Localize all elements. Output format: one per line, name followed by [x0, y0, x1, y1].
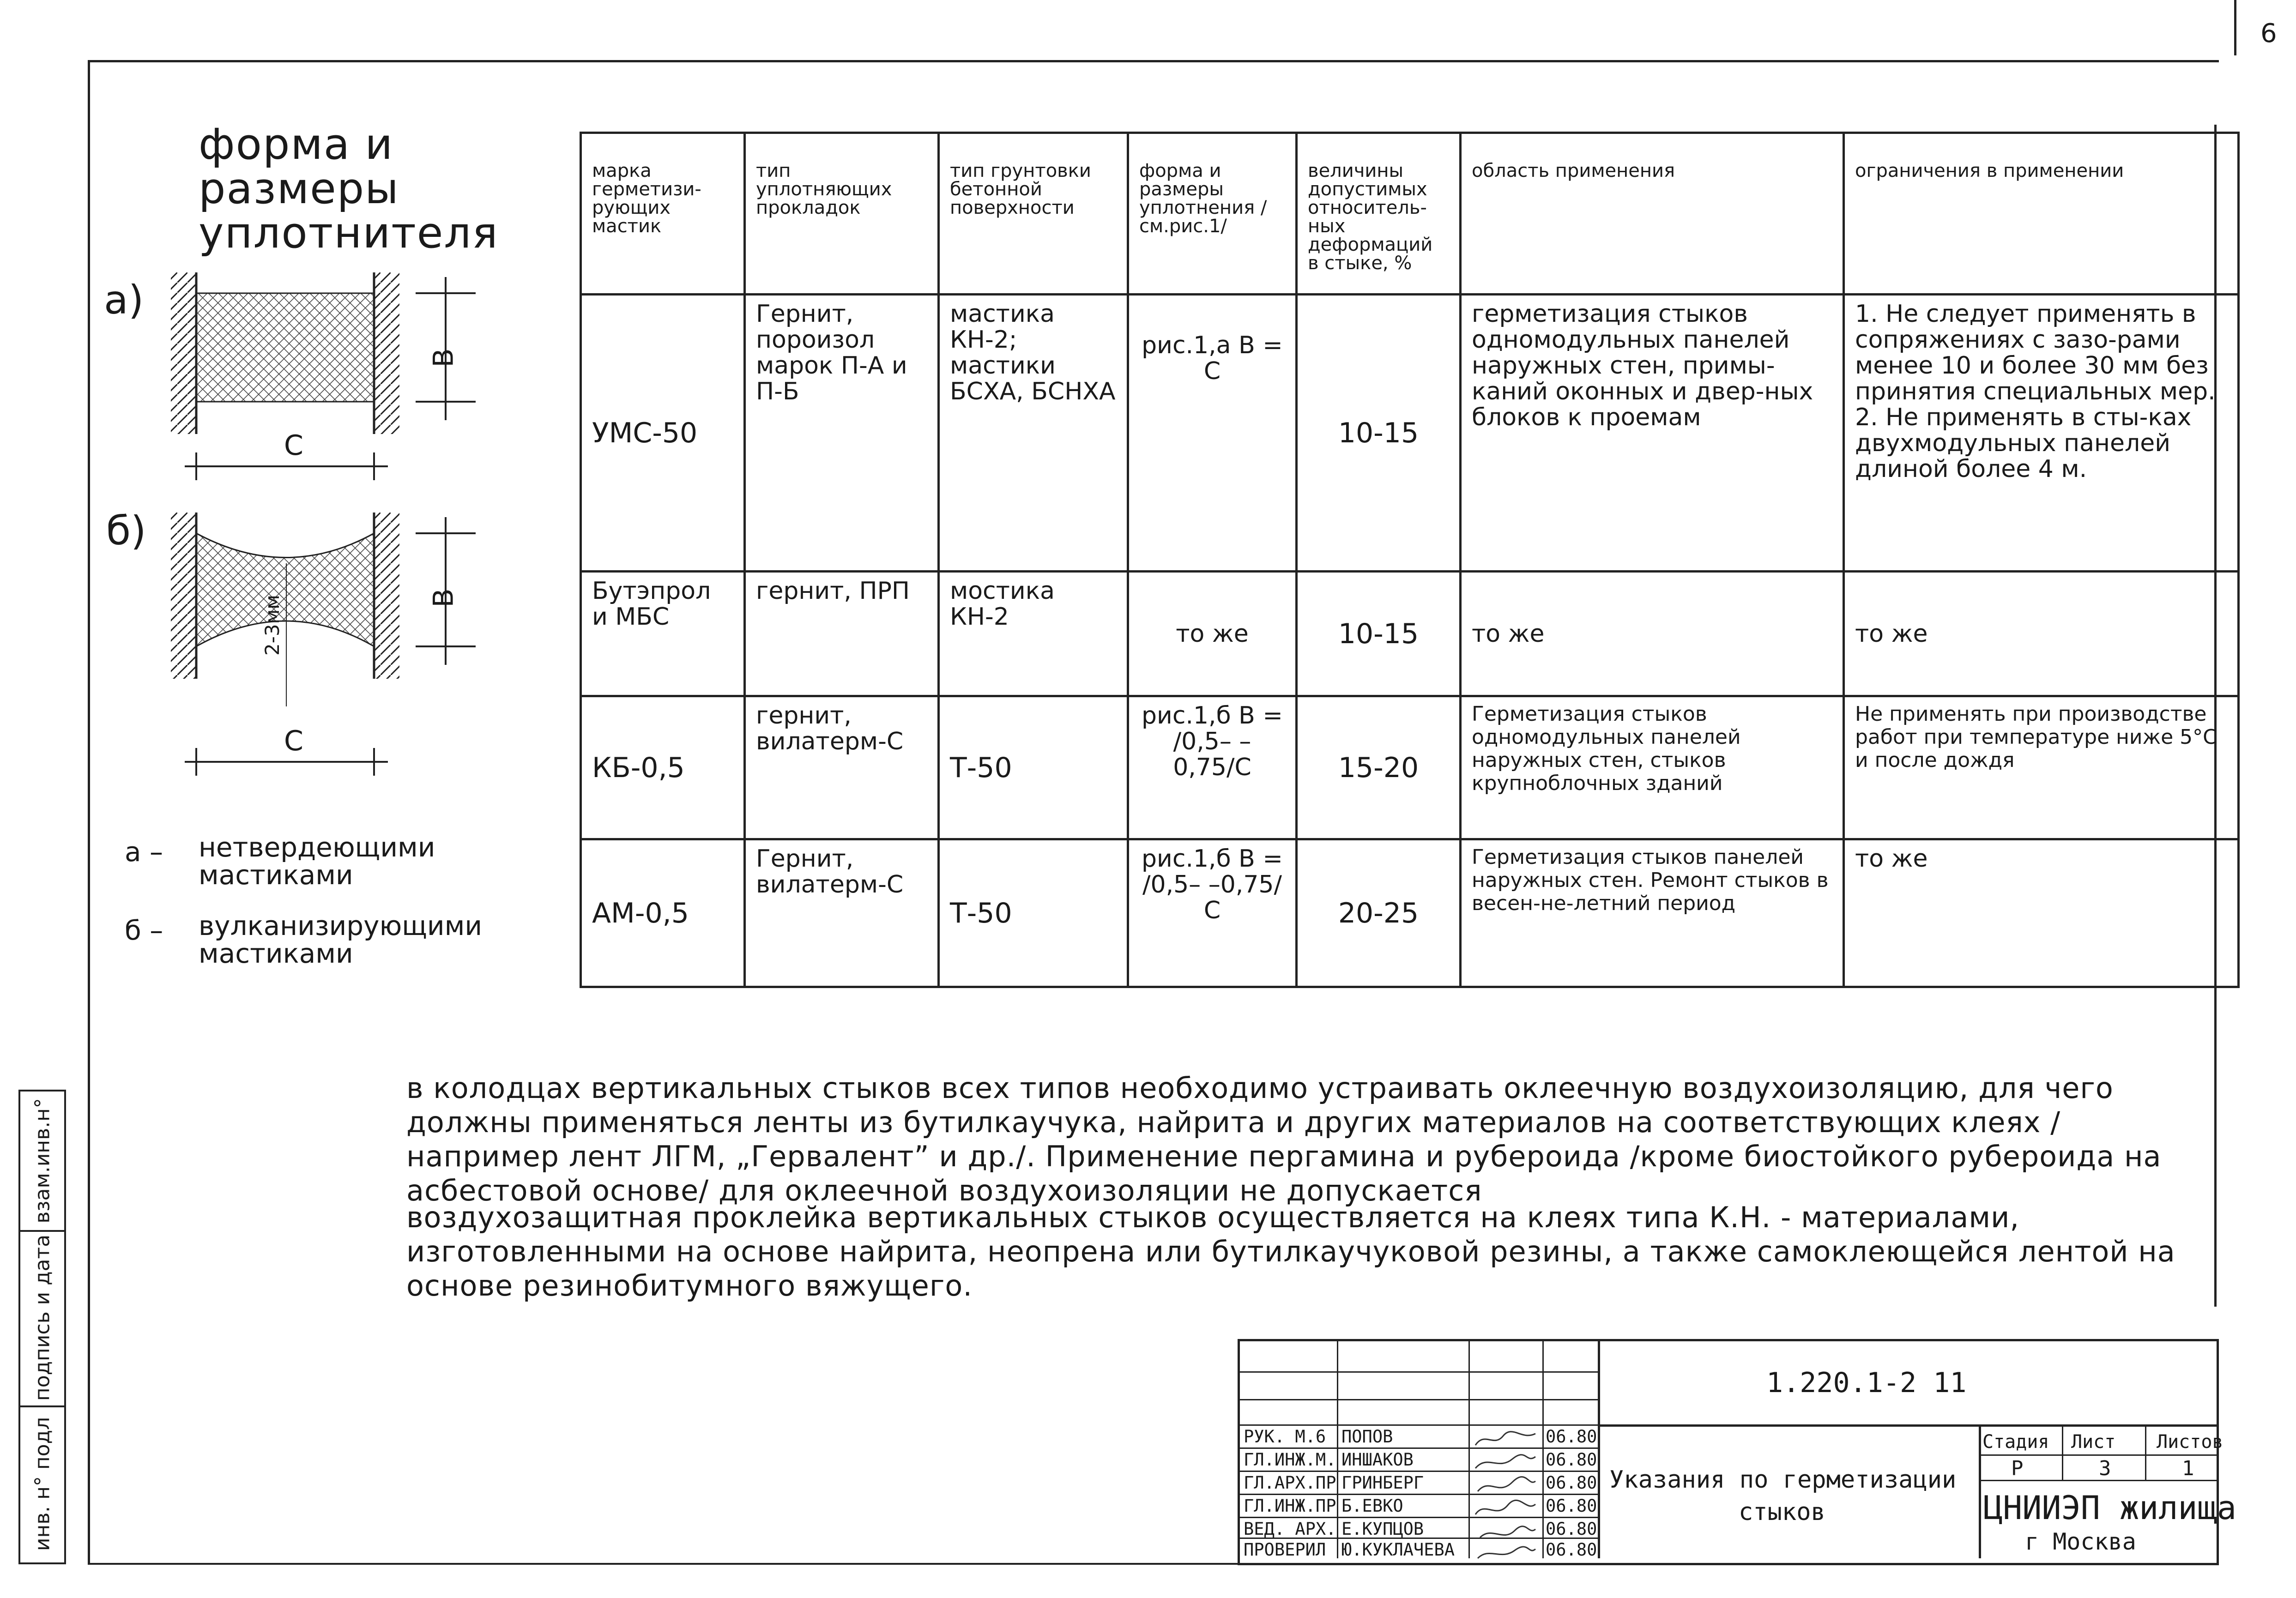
cell-mark: УМС-50 [581, 295, 745, 572]
legend-a-key: а – [125, 836, 163, 868]
figure-a-dim-c: С [284, 429, 303, 462]
cell-gasket: гернит, вилатерм-С [745, 696, 939, 839]
person-role: РУК. М.6 [1244, 1427, 1326, 1447]
doc-title-line-2: стыков [1739, 1498, 1825, 1526]
person-name: ИНШАКОВ [1341, 1450, 1414, 1470]
figure-b-drawing [157, 513, 508, 785]
legend-a-text: нетвердеющими мастиками [199, 832, 435, 891]
header-limits: ограничения в применении [1844, 133, 2239, 295]
figure-a-dim-b: В [427, 348, 460, 368]
limit-item: Не применять при производстве работ при температуре ниже 5°С и после дождя [1855, 702, 2217, 772]
stage-value: Р [2011, 1457, 2024, 1480]
cell-shape: рис.1,б В = /0,5– – 0,75/С [1128, 696, 1297, 839]
person-name: Ю.КУКЛАЧЕВА [1341, 1540, 1455, 1560]
cell-area: герметизация стыков одномодульных панелей наружных стен, примы-каний оконных и двер-ных блоков к проемам [1461, 295, 1844, 572]
cell-limits [1844, 572, 2239, 696]
sheet-number: 6 [2260, 18, 2277, 48]
cell-limits [1844, 839, 2239, 987]
sheet-label: Лист [2071, 1431, 2116, 1453]
sealant-spec-table [580, 132, 2240, 988]
limit-item: 1. Не следует применять в сопряжениях с зазо-рами менее 10 и более 30 мм без принятия специальных мер. [1855, 300, 2216, 405]
cell-mark: КБ-0,5 [581, 696, 745, 839]
cell-gasket: Гернит, пороизол марок П-А и П-Б [745, 295, 939, 572]
cell-limits [1844, 696, 2239, 839]
table-row [581, 295, 2239, 572]
organization: ЦНИИЭП жилища [1983, 1489, 2236, 1527]
table-row [581, 572, 2239, 696]
person-date: 06.80 [1546, 1473, 1597, 1493]
cell-deform: 10-15 [1297, 295, 1461, 572]
legend-b-text: вулканизирующими мастиками [199, 910, 483, 969]
figure-a-label: а) [104, 277, 144, 323]
person-name: ГРИНБЕРГ [1341, 1473, 1424, 1493]
header-gasket: тип уплотняющих прокладок [745, 133, 939, 295]
person-name: ПОПОВ [1341, 1427, 1393, 1447]
section-title-line-2: размеры [199, 164, 399, 213]
figure-b-dim-b: В [427, 588, 460, 608]
wall-right [374, 513, 399, 679]
cell-deform: 15-20 [1297, 696, 1461, 839]
side-strip-signature-date: подпись и дата [30, 1234, 54, 1401]
cell-shape: то же [1128, 572, 1297, 696]
section-title-line-3: уплотнителя [199, 208, 499, 258]
wall-left [171, 513, 196, 679]
side-strip-replace-inv: взам.инв.н° [30, 1098, 54, 1224]
table-header-row [581, 133, 2239, 295]
sheets-value: 1 [2182, 1457, 2194, 1480]
cell-mark: АМ-0,5 [581, 839, 745, 987]
cell-shape: рис.1,б В = /0,5– –0,75/С [1128, 839, 1297, 987]
figure-a-drawing [157, 272, 508, 489]
person-date: 06.80 [1546, 1540, 1597, 1560]
doc-title-line-1: Указания по герметизации [1609, 1466, 1957, 1494]
figure-b-gap: 2-3мм [261, 595, 284, 656]
figure-b-label: б) [106, 508, 146, 554]
table-row [581, 839, 2239, 987]
header-mark: марка герметизи-рующих мастик [581, 133, 745, 295]
sealant-hourglass [196, 533, 374, 646]
legend-b-key: б – [125, 915, 163, 946]
cell-primer: мостика КН-2 [939, 572, 1128, 696]
person-role: ГЛ.ИНЖ.ПР [1244, 1496, 1336, 1516]
side-strip [18, 1090, 66, 1564]
person-date: 06.80 [1546, 1450, 1597, 1470]
person-role: ГЛ.ИНЖ.М. [1244, 1450, 1336, 1470]
person-role: ВЕД. АРХ. [1244, 1519, 1336, 1539]
cell-primer: Т-50 [939, 696, 1128, 839]
section-title-line-1: форма и [199, 120, 394, 169]
header-deform: величины допустимых относитель-ных деформаций в стыке, % [1297, 133, 1461, 295]
limit-item: то же [1855, 620, 1928, 648]
cell-gasket: Гернит, вилатерм-С [745, 839, 939, 987]
wall-left [171, 272, 196, 434]
note-paragraph-1: в колодцах вертикальных стыков всех типов необходимо устраивать оклеечную воздухоизоляцию, для чего должны применяться ленты из бутилкаучука, найрита и других материалов на соответствующих клеях /например лент ЛГМ, „Гервалент” и др./. Применение пергамина и рубероида /кроме биостойкого рубероида на асбестовой основе/ для оклеечной воздухоизоляции не допускается [406, 1071, 2162, 1207]
table-row [581, 696, 2239, 839]
section-title [199, 120, 499, 258]
cell-area: то же [1461, 572, 1844, 696]
header-primer: тип грунтовки бетонной поверхности [939, 133, 1128, 295]
sheet-value: 3 [2099, 1457, 2111, 1480]
doc-code: 1.220.1-2 11 [1766, 1367, 1967, 1399]
title-block [1238, 1339, 2236, 1565]
header-area: область применения [1461, 133, 1844, 295]
stage-label: Стадия [1982, 1431, 2049, 1453]
limit-item: то же [1855, 845, 1928, 873]
city: г Москва [2025, 1528, 2136, 1555]
cell-primer: мастика КН-2; мастики БСХА, БСНХА [939, 295, 1128, 572]
cell-shape: рис.1,а В = С [1128, 295, 1297, 572]
limit-item: 2. Не применять в сты-ках двухмодульных панелей длиной более 4 м. [1855, 404, 2192, 483]
cell-deform: 10-15 [1297, 572, 1461, 696]
header-shape: форма и размеры уплотнения /см.рис.1/ [1128, 133, 1297, 295]
cell-deform: 20-25 [1297, 839, 1461, 987]
cell-mark: Бутэпрол и МБС [581, 572, 745, 696]
person-role: ПРОВЕРИЛ [1244, 1540, 1326, 1560]
cell-gasket: гернит, ПРП [745, 572, 939, 696]
cell-area: Герметизация стыков одномодульных панелей наружных стен, стыков крупноблочных зданий [1461, 696, 1844, 839]
sheet-corner-tick [2234, 0, 2236, 55]
person-date: 06.80 [1546, 1496, 1597, 1516]
sealant-rect [196, 293, 374, 402]
side-strip-inv-number: инв. н° подл [30, 1417, 54, 1551]
note-paragraph-2: воздухозащитная проклейка вертикальных стыков осуществляется на клеях типа К.Н. - материалами, изготовленными на основе найрита, неопрена или бутилкаучуковой резины, а также самоклеющейся лентой на основе резинобитумного вяжущего. [406, 1200, 2175, 1303]
signatures-icon [1471, 1427, 1540, 1561]
person-date: 06.80 [1546, 1427, 1597, 1447]
person-date: 06.80 [1546, 1519, 1597, 1539]
cell-area: Герметизация стыков панелей наружных стен. Ремонт стыков в весен-не-летний период [1461, 839, 1844, 987]
figure-b-dim-c: С [284, 725, 303, 757]
sheets-label: Листов [2157, 1431, 2223, 1453]
person-name: Е.КУПЦОВ [1341, 1519, 1424, 1539]
cell-limits [1844, 295, 2239, 572]
person-role: ГЛ.АРХ.ПР [1244, 1473, 1336, 1493]
person-name: Б.ЕВКО [1341, 1496, 1403, 1516]
wall-right [374, 272, 399, 434]
cell-primer: Т-50 [939, 839, 1128, 987]
